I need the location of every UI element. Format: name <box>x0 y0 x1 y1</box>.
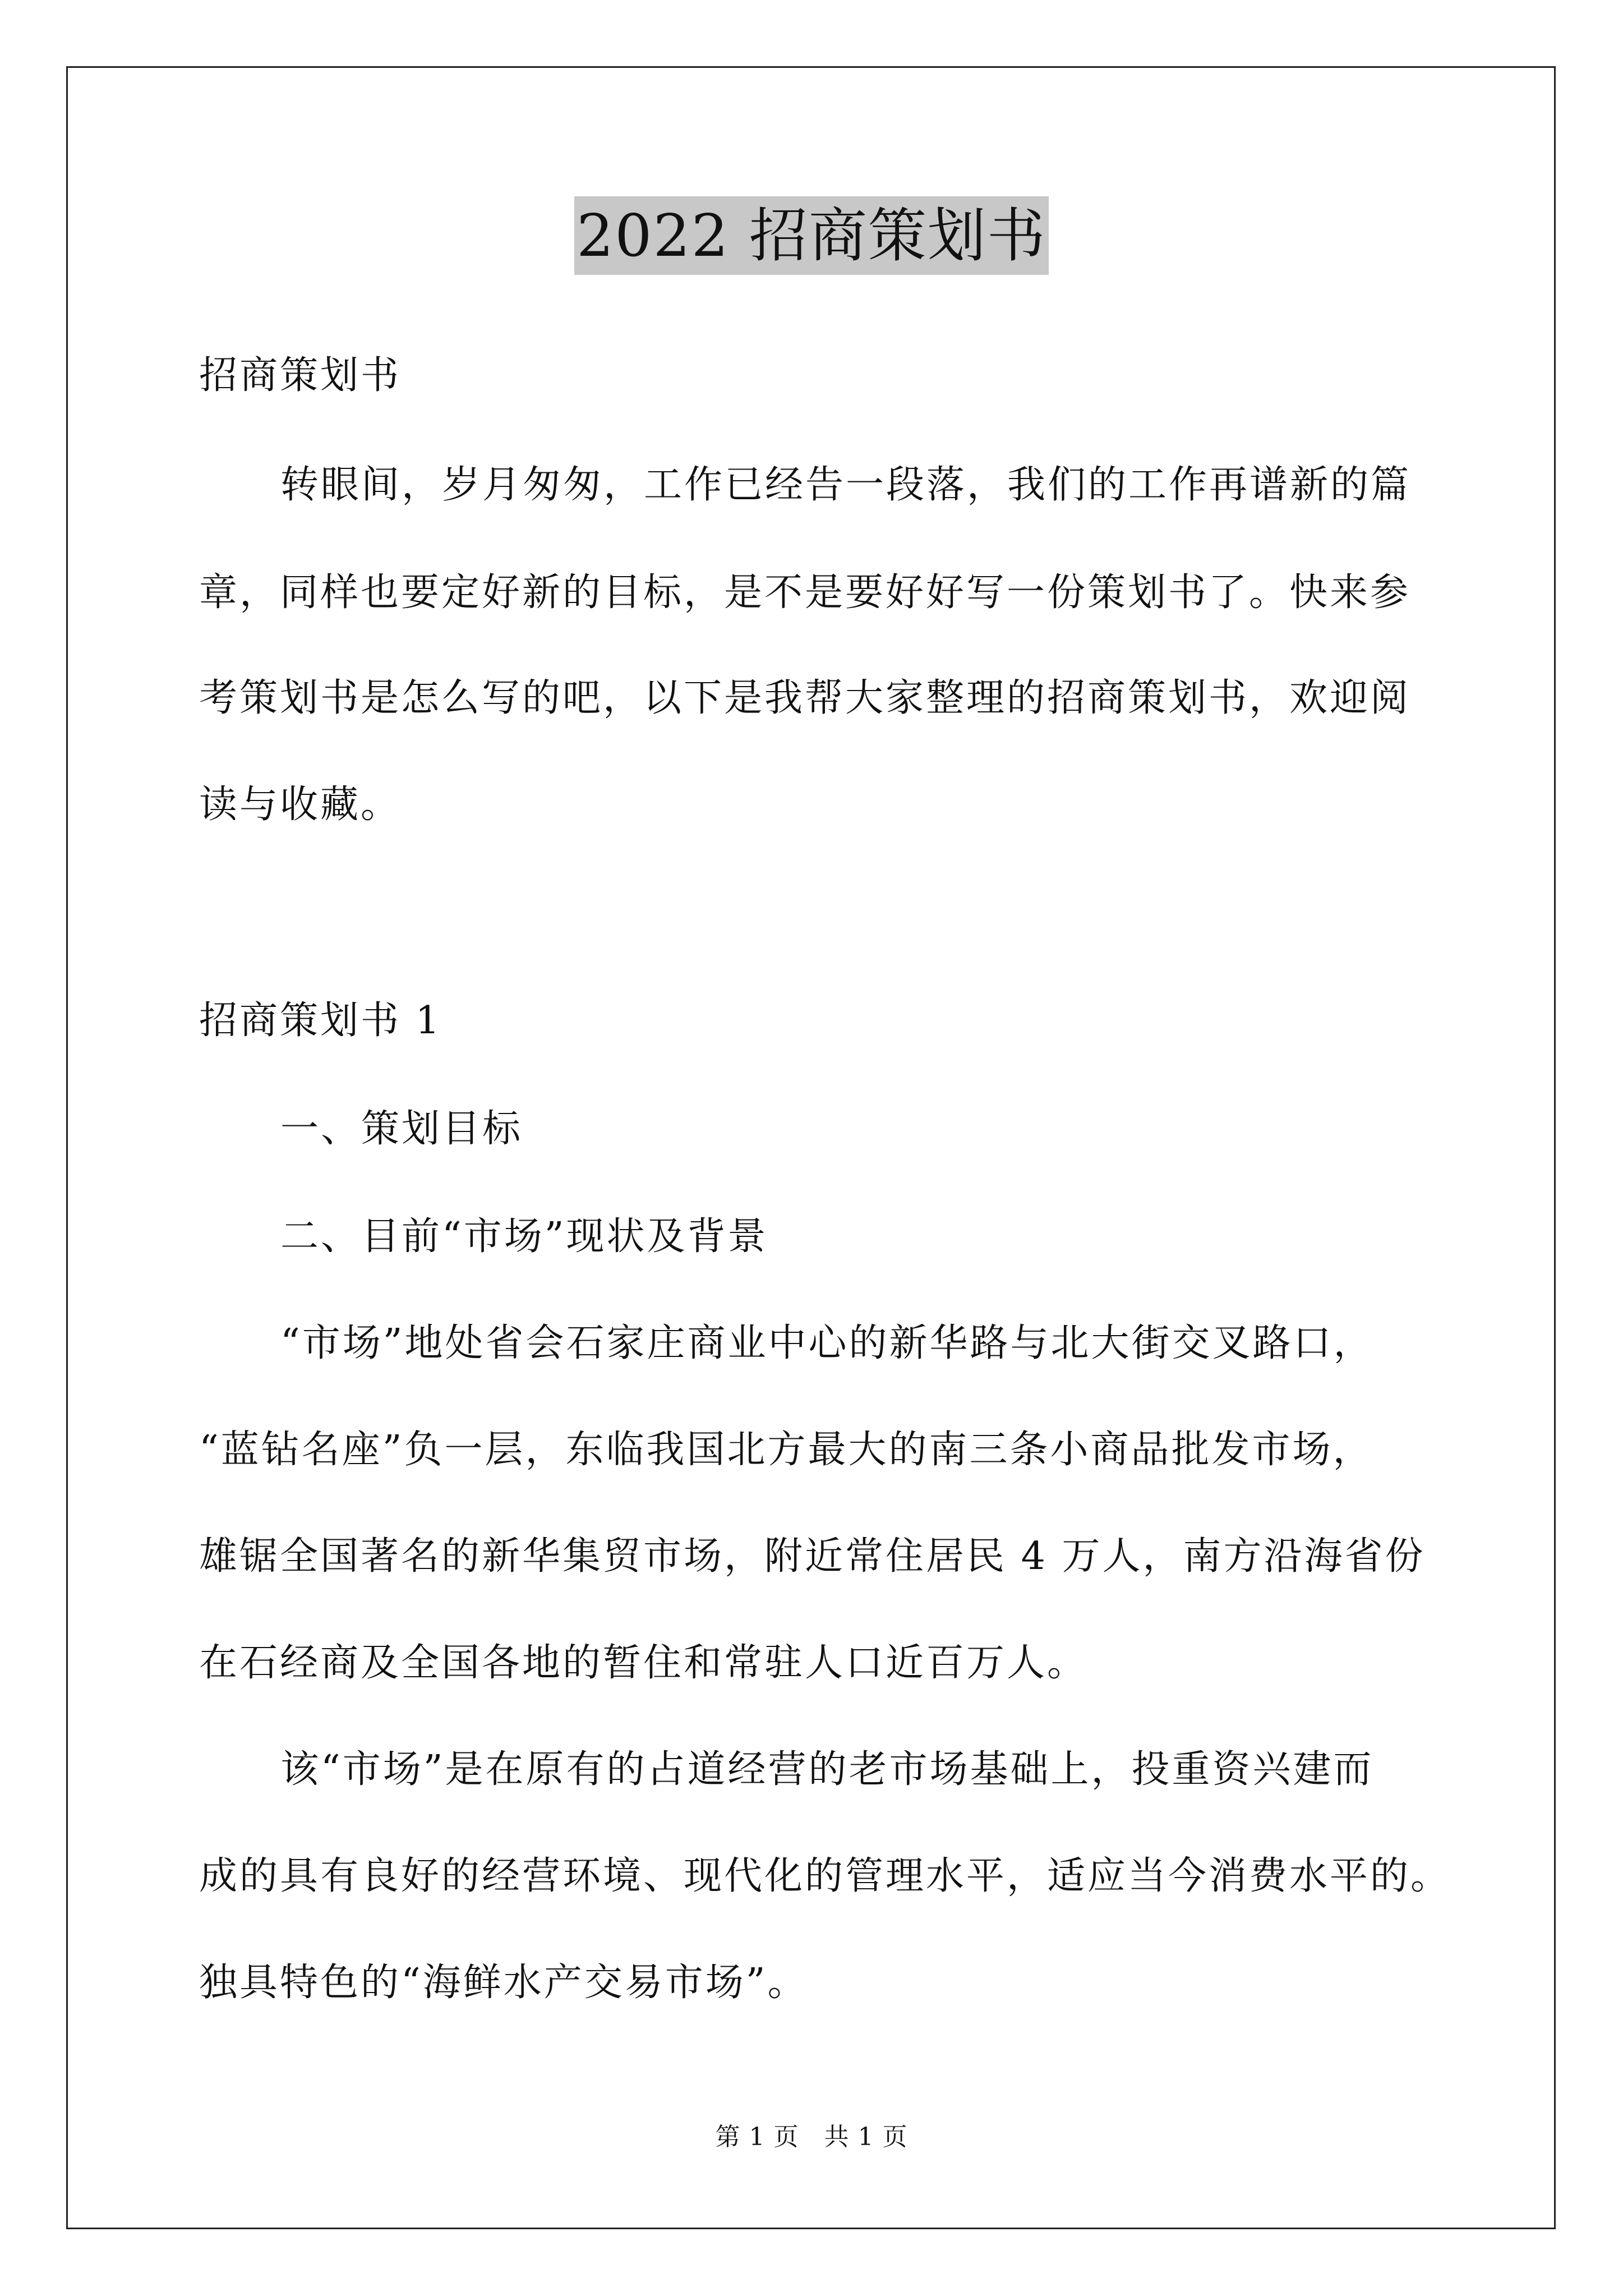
document-heading: 招商策划书 <box>199 353 402 398</box>
para1-line-1: “市场”地处省会石家庄商业中心的新华路与北大街交叉路口， <box>280 1321 1374 1365</box>
intro-line-4: 读与收藏。 <box>199 783 402 827</box>
outline-item-2: 二、目前“市场”现状及背景 <box>280 1214 768 1259</box>
title-container <box>0 196 1623 275</box>
para1-line-2: “蓝钻名座”负一层，东临我国北方最大的南三条小商品批发市场， <box>199 1428 1373 1472</box>
intro-line-2: 章，同样也要定好新的目标，是不是要好好写一份策划书了。快来参 <box>199 570 1411 615</box>
para1-line-3: 雄锯全国著名的新华集贸市场，附近常住居民 4 万人，南方沿海省份 <box>199 1534 1426 1579</box>
section-title: 招商策划书 1 <box>199 999 442 1043</box>
intro-line-3: 考策划书是怎么写的吧，以下是我帮大家整理的招商策划书，欢迎阅 <box>199 676 1411 720</box>
outline-item-1: 一、策划目标 <box>280 1107 523 1151</box>
para2-line-3: 独具特色的“海鲜水产交易市场”。 <box>199 1961 808 2005</box>
para2-line-1: 该“市场”是在原有的占道经营的老市场基础上，投重资兴建而 <box>280 1747 1374 1792</box>
intro-line-1: 转眼间，岁月匆匆，工作已经告一段落，我们的工作再谱新的篇 <box>280 463 1412 507</box>
page-footer: 第 1 页 共 1 页 <box>715 2123 908 2151</box>
para2-line-2: 成的具有良好的经营环境、现代化的管理水平，适应当今消费水平的。 <box>199 1854 1451 1898</box>
document-title: 2022 招商策划书 <box>574 196 1049 275</box>
para1-line-4: 在石经商及全国各地的暂住和常驻人口近百万人。 <box>199 1641 1088 1685</box>
